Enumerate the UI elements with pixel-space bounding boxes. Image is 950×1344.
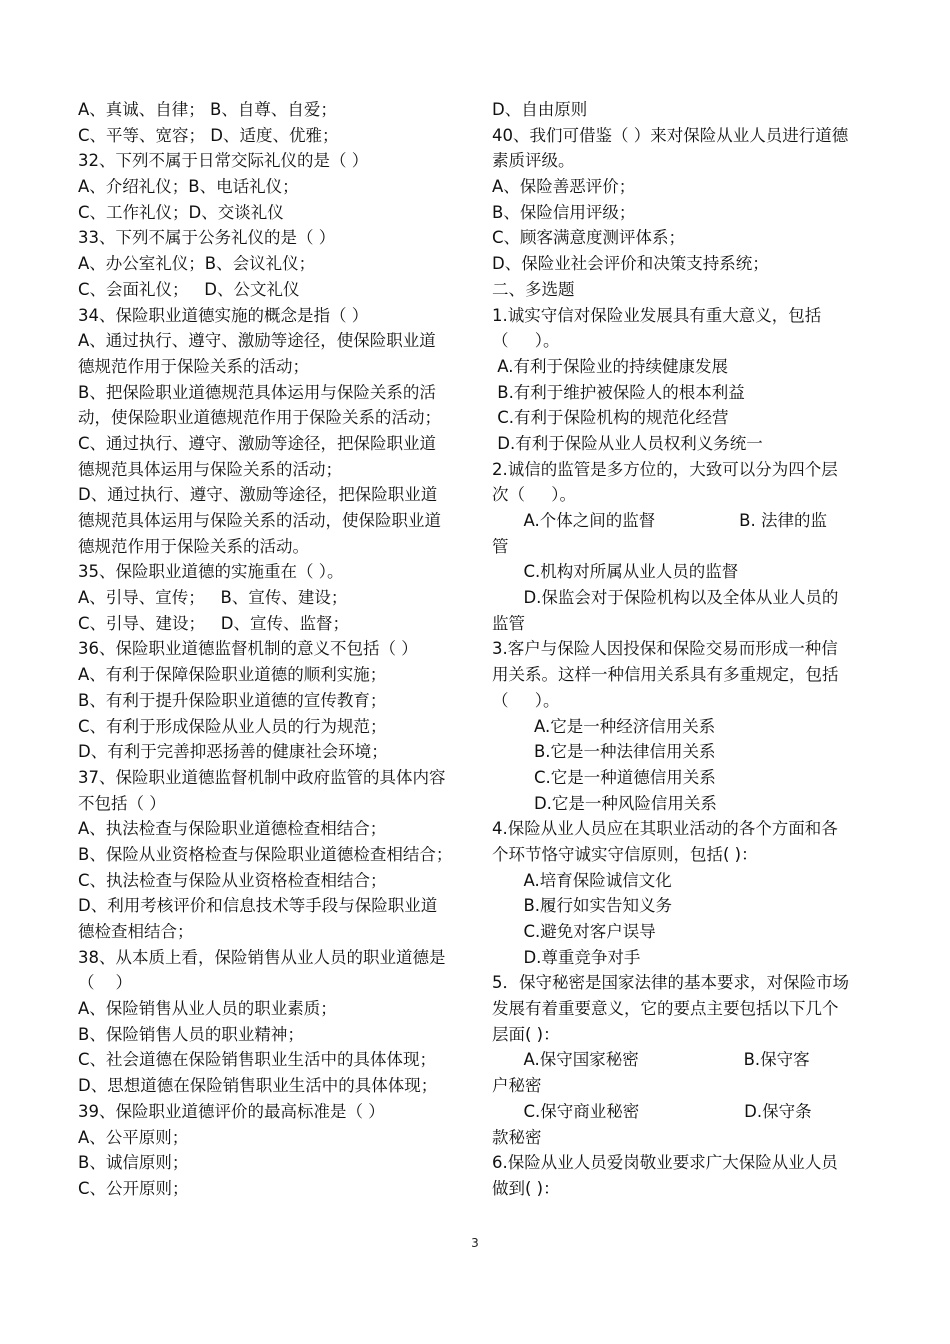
text-line: B.有利于维护被保险人的根本利益 <box>492 382 745 402</box>
text-line: 40、我们可借鉴（ ）来对保险从业人员进行道德 <box>492 125 849 145</box>
text-line: C、有利于形成保险从业人员的行为规范； <box>78 716 387 736</box>
text-line: 5．保守秘密是国家法律的基本要求，对保险市场 <box>492 973 849 993</box>
text-line: （ ）。 <box>492 690 560 710</box>
text-line: 34、保险职业道德实施的概念是指（ ） <box>78 305 369 325</box>
text-line: 监管 <box>492 613 525 633</box>
text-line: D、思想道德在保险销售职业生活中的具体体现； <box>78 1076 438 1096</box>
text-line: 发展有着重要意义，它的要点主要包括以下几个 <box>492 999 839 1019</box>
left-column <box>78 97 470 1202</box>
text-line: C、顾客满意度测评体系； <box>492 228 686 248</box>
text-line: C、工作礼仪；D、交谈礼仪 <box>78 202 284 222</box>
text-line: 德规范作用于保险关系的活动； <box>78 356 309 376</box>
text-line: A、有利于保障保险职业道德的顺利实施； <box>78 665 387 685</box>
text-line: C、社会道德在保险销售职业生活中的具体体现； <box>78 1050 437 1070</box>
text-line: D.尊重竞争对手 <box>492 947 641 967</box>
text-line: A.个体之间的监督 B. 法律的监 <box>492 511 827 530</box>
text-line: C、通过执行、遵守、激励等途径，把保险职业道 <box>78 433 437 453</box>
text-line: A.培育保险诚信文化 <box>492 870 672 890</box>
text-line: A、公平原则； <box>78 1127 189 1147</box>
text-line: C、执法检查与保险从业资格检查相结合； <box>78 870 387 890</box>
text-line: 3.客户与保险人因投保和保险交易而形成一种信 <box>492 639 838 659</box>
text-line: 6.保险从业人员爱岗敬业要求广大保险从业人员 <box>492 1153 838 1173</box>
text-line: 4.保险从业人员应在其职业活动的各个方面和各 <box>492 819 838 839</box>
text-line: B、诚信原则； <box>78 1153 189 1173</box>
text-line: 素质评级。 <box>492 151 575 171</box>
text-line: D、利用考核评价和信息技术等手段与保险职业道 <box>78 896 438 916</box>
text-line: 户秘密 <box>492 1076 542 1096</box>
text-line: 36、保险职业道德监督机制的意义不包括（ ） <box>78 639 418 659</box>
text-line: 2.诚信的监管是多方位的，大致可以分为四个层 <box>492 459 838 479</box>
text-line: 做到( )： <box>492 1178 560 1198</box>
text-line: A.有利于保险业的持续健康发展 <box>492 356 728 376</box>
text-line: C.保守商业秘密 D.保守条 <box>492 1101 812 1121</box>
text-line: A、通过执行、遵守、激励等途径，使保险职业道 <box>78 331 436 351</box>
text-line: A、保险善恶评价； <box>492 177 636 197</box>
text-line: C、平等、宽容； D、适度、优雅； <box>78 125 339 145</box>
text-line: 39、保险职业道德评价的最高标准是（ ） <box>78 1101 385 1121</box>
text-line: 次（ ）。 <box>492 485 576 505</box>
text-line: A.保守国家秘密 B.保守客 <box>492 1050 810 1070</box>
text-line: 层面( )： <box>492 1024 560 1044</box>
text-line: D.它是一种风险信用关系 <box>492 793 717 813</box>
text-line: D.保监会对于保险机构以及全体从业人员的 <box>492 588 839 608</box>
text-line: 动，使保险职业道德规范作用于保险关系的活动； <box>78 408 441 428</box>
text-line: 35、保险职业道德的实施重在（ ）。 <box>78 562 344 582</box>
text-line: C、引导、建设； D、宣传、监督； <box>78 613 349 633</box>
text-line: 德检查相结合； <box>78 922 194 941</box>
page-number: 3 <box>471 1236 479 1250</box>
text-line: 37、保险职业道德监督机制中政府监管的具体内容 <box>78 767 446 787</box>
text-line: D.有利于保险从业人员权利义务统一 <box>492 433 763 453</box>
text-line: C.避免对客户误导 <box>492 922 656 941</box>
text-line: A、执法检查与保险职业道德检查相结合； <box>78 819 387 839</box>
text-line: （ ） <box>78 973 132 993</box>
text-line: 不包括（ ） <box>78 793 166 813</box>
text-line: 德规范作用于保险关系的活动。 <box>78 536 309 556</box>
text-line: 款秘密 <box>492 1127 542 1147</box>
text-line: B、保险销售人员的职业精神； <box>78 1024 304 1044</box>
text-line: D、自由原则 <box>492 100 588 119</box>
text-line: B、有利于提升保险职业道德的宣传教育； <box>78 690 387 710</box>
text-line: C.机构对所属从业人员的监督 <box>492 562 739 582</box>
text-line: A、真诚、自律； B、自尊、自爱； <box>78 100 337 119</box>
text-line: C、公开原则； <box>78 1178 189 1198</box>
text-line: A、引导、宣传； B、宣传、建设； <box>78 588 348 608</box>
text-line: C、会面礼仪； D、公文礼仪 <box>78 279 300 299</box>
text-line: A、保险销售从业人员的职业素质； <box>78 999 337 1019</box>
text-line: C.有利于保险机构的规范化经营 <box>492 408 729 428</box>
text-line: A、介绍礼仪；B、电话礼仪； <box>78 177 299 197</box>
text-line: B、把保险职业道德规范具体运用与保险关系的活 <box>78 382 436 402</box>
text-line: B.它是一种法律信用关系 <box>492 742 716 762</box>
text-line: 33、下列不属于公务礼仪的是（ ） <box>78 228 336 248</box>
text-line: A、办公室礼仪；B、会议礼仪； <box>78 254 316 274</box>
text-line: D、通过执行、遵守、激励等途径，把保险职业道 <box>78 485 438 505</box>
text-line: C.它是一种道德信用关系 <box>492 767 716 787</box>
text-line: 用关系。这样一种信用关系具有多重规定，包括 <box>492 665 839 685</box>
text-line: 管 <box>492 536 509 556</box>
text-line: D、保险业社会评价和决策支持系统； <box>492 254 769 274</box>
text-line: A.它是一种经济信用关系 <box>492 716 716 736</box>
text-line: （ ）。 <box>492 331 560 351</box>
text-line: B.履行如实告知义务 <box>492 896 673 916</box>
text-line: 1.诚实守信对保险业发展具有重大意义，包括 <box>492 305 822 325</box>
text-line: 德规范具体运用与保险关系的活动，使保险职业道 <box>78 511 441 530</box>
text-line: 二、多选题 <box>492 279 575 299</box>
text-line: 个环节恪守诚实守信原则，包括( )： <box>492 844 758 864</box>
text-line: 38、从本质上看，保险销售从业人员的职业道德是 <box>78 947 446 967</box>
text-line: B、保险信用评级； <box>492 202 636 222</box>
text-line: B、保险从业资格检查与保险职业道德检查相结合； <box>78 844 453 864</box>
right-column <box>492 97 872 1202</box>
text-line: 德规范具体运用与保险关系的活动； <box>78 459 342 479</box>
text-line: D、有利于完善抑恶扬善的健康社会环境； <box>78 742 388 762</box>
text-line: 32、下列不属于日常交际礼仪的是（ ） <box>78 151 369 171</box>
